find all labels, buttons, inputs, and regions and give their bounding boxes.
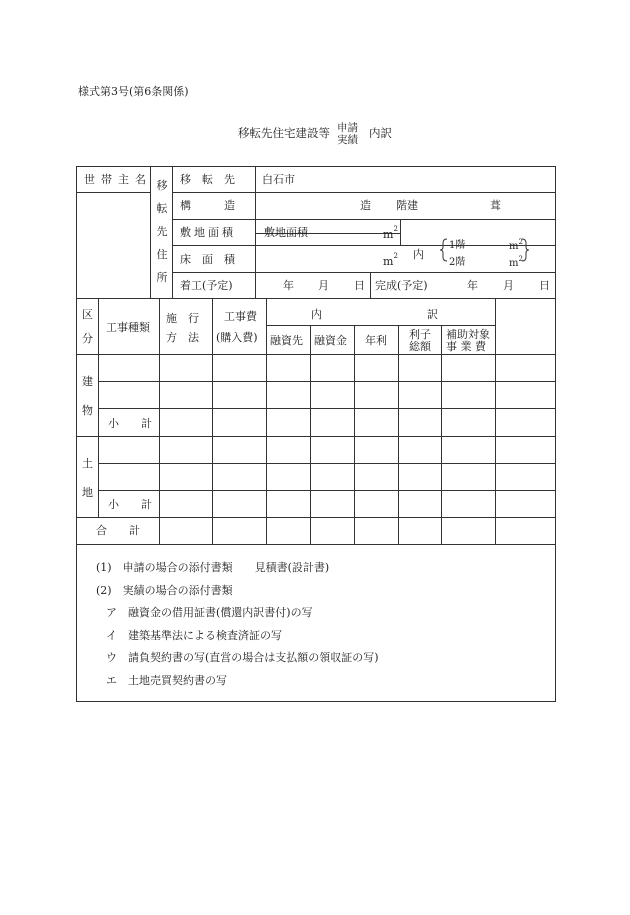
- relocation-label: 移 転 先: [180, 173, 235, 186]
- col-breakdown-1: 内: [311, 308, 322, 321]
- group-building-1: 建: [82, 375, 93, 388]
- site-area-inner-label: 敷地面積: [264, 226, 308, 239]
- note-item-i: イ 建築基準法による検査済証の写: [106, 629, 282, 642]
- structure-roof: 葺: [490, 199, 501, 212]
- floor-area-label: 床 面 積: [180, 253, 235, 266]
- relocation-value[interactable]: 白石市: [262, 173, 295, 186]
- title-option-apply: 申請: [337, 122, 358, 134]
- building-subtotal-label: 小 計: [108, 417, 152, 430]
- structure-floors: 階建: [396, 199, 418, 212]
- note-item-u: ウ 請負契約書の写(直営の場合は支払額の領収証の写): [106, 651, 379, 664]
- start-date-label: 着工(予定): [180, 279, 233, 292]
- floor-1-unit: m 2: [509, 238, 523, 252]
- floor-1-label: 1階: [449, 240, 466, 251]
- title-main: 移転先住宅建設等: [238, 126, 330, 140]
- note-item-e: エ 土地売買契約書の写: [106, 674, 227, 687]
- col-lender: 融資先: [270, 334, 303, 347]
- site-area-unit: m 2: [383, 225, 398, 241]
- form-number: 様式第3号(第6条関係): [78, 85, 189, 98]
- complete-year-label: 年: [467, 279, 478, 292]
- relocation-address-char: 先: [156, 225, 168, 238]
- complete-month-label: 月: [503, 279, 514, 292]
- col-cost-2: (購入費): [216, 331, 258, 344]
- floor-2-unit: m 2: [509, 255, 523, 269]
- title-option-actual: 実績: [337, 134, 358, 146]
- relocation-address-char: 転: [156, 202, 168, 215]
- group-building-2: 物: [82, 404, 93, 417]
- outer-border: [77, 167, 556, 702]
- start-year-label: 年: [283, 279, 294, 292]
- complete-day-label: 日: [539, 279, 550, 292]
- col-kubun-1: 区: [82, 308, 93, 321]
- group-land-1: 土: [82, 457, 93, 470]
- col-subsidy-1: 補助対象: [446, 328, 490, 341]
- col-loan: 融資金: [314, 334, 347, 347]
- col-work-type: 工事種類: [106, 321, 150, 334]
- relocation-address-char: 移: [156, 179, 168, 192]
- col-interest-1: 利子: [409, 328, 431, 341]
- col-breakdown-2: 訳: [427, 308, 438, 321]
- householder-label: 世帯主名: [84, 173, 152, 186]
- title-tail: 内訳: [369, 126, 392, 140]
- col-method-2: 方 法: [166, 331, 199, 344]
- floor-breakdown-label: 内: [413, 248, 424, 261]
- site-area-label: 敷地面積: [180, 226, 236, 239]
- col-method-1: 施 行: [166, 312, 199, 325]
- col-rate: 年利: [365, 334, 387, 347]
- group-land-2: 地: [82, 486, 93, 499]
- structure-label: 構 造: [180, 199, 235, 212]
- relocation-address-char: 住: [156, 248, 168, 261]
- col-subsidy-2: 事 業 費: [446, 340, 486, 353]
- land-subtotal-label: 小 計: [108, 498, 152, 511]
- floor-2-label: 2階: [449, 257, 466, 268]
- floor-area-unit: m 2: [383, 252, 398, 268]
- structure-zo: 造: [360, 199, 371, 212]
- start-month-label: 月: [318, 279, 329, 292]
- relocation-address-char: 所: [156, 271, 168, 284]
- start-day-label: 日: [354, 279, 365, 292]
- col-interest-2: 総額: [409, 340, 431, 353]
- col-kubun-2: 分: [82, 332, 93, 345]
- note-actual-attachments: (2) 実績の場合の添付書類: [96, 584, 233, 597]
- note-item-a: ア 融資金の借用証書(償還内訳書付)の写: [106, 606, 313, 619]
- note-application-attachments: (1) 申請の場合の添付書類 見積書(設計書): [96, 561, 330, 574]
- col-cost-1: 工事費: [224, 310, 257, 323]
- complete-date-label: 完成(予定): [375, 279, 428, 292]
- grand-total-label: 合 計: [96, 524, 140, 537]
